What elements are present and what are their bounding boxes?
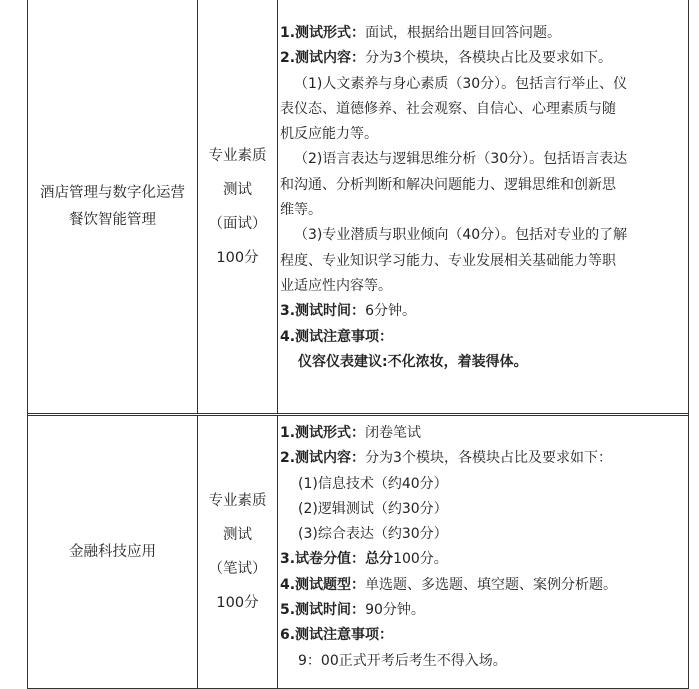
test-form: 1.测试形式：面试，根据给出题目回答问题。 — [280, 25, 562, 41]
module-line: 和沟通、分析判断和解决问题能力、逻辑思维和创新思 — [280, 176, 616, 193]
test-notes: 仪容仪表建议:不化浓妆，着装得体。 — [298, 353, 528, 370]
test-time: 5.测试时间：90分钟。 — [280, 602, 425, 619]
module-line: 机反应能力等。 — [280, 126, 378, 143]
test-type: 4.测试题型：单选题、多选题、填空题、案例分析题。 — [280, 576, 618, 593]
test-notes-label: 4.测试注意事项： — [280, 328, 394, 345]
subject-line: 100分 — [216, 595, 259, 611]
module-line: (3)综合表达（约30分） — [298, 526, 448, 543]
subject-cell — [198, 416, 277, 688]
module-line: （1)人文素养与身心素质（30分）。包括言行举止、仪 — [294, 75, 628, 92]
subject-cell — [198, 0, 277, 413]
major-name: 金融科技应用 — [69, 543, 156, 560]
module-line: 业适应性内容等。 — [280, 277, 392, 294]
module-line: 程度、专业知识学习能力、专业发展相关基础能力等职 — [280, 252, 616, 269]
test-score: 3.试卷分值：总分100分。 — [280, 551, 448, 568]
subject-line: （笔试） — [208, 561, 267, 577]
module-line: （3)专业潜质与职业倾向（40分）。包括对专业的了解 — [294, 227, 628, 244]
subject-line: 专业素质 — [208, 147, 267, 164]
subject-line: （面试） — [208, 215, 267, 232]
table-row-hotel — [28, 0, 688, 414]
test-notes-label: 6.测试注意事项： — [280, 627, 394, 644]
module-line: (1)信息技术（约40分） — [298, 475, 448, 492]
table-row-fintech — [28, 415, 688, 689]
subject-line: 100分 — [216, 249, 259, 266]
column-divider — [277, 0, 278, 413]
content-cell — [280, 416, 685, 688]
content-cell — [280, 0, 685, 413]
test-content: 2.测试内容：分为3个模块，各模块占比及要求如下。 — [280, 50, 612, 67]
test-form: 1.测试形式：闭卷笔试 — [280, 425, 422, 441]
test-notes: 9：00正式开考后考生不得入场。 — [298, 652, 507, 669]
module-line: 表仪态、道德修养、社会观察、自信心、心理素质与随 — [280, 100, 616, 117]
column-divider — [277, 416, 278, 688]
major-cell — [28, 416, 197, 688]
major-name: 酒店管理与数字化运营 — [40, 184, 185, 201]
subject-line: 专业素质 — [208, 493, 267, 509]
subject-line: 测试 — [223, 527, 252, 543]
major-cell — [28, 0, 197, 413]
module-line: 维等。 — [280, 202, 322, 219]
test-content: 2.测试内容：分为3个模块，各模块占比及要求如下： — [280, 450, 612, 467]
major-name: 餐饮智能管理 — [69, 211, 156, 228]
test-time: 3.测试时间：6分钟。 — [280, 303, 416, 320]
admission-test-table — [27, 0, 689, 689]
module-line: （2)语言表达与逻辑思维分析（30分）。包括语言表达 — [294, 151, 628, 168]
module-line: (2)逻辑测试（约30分） — [298, 500, 448, 517]
subject-line: 测试 — [223, 181, 252, 198]
